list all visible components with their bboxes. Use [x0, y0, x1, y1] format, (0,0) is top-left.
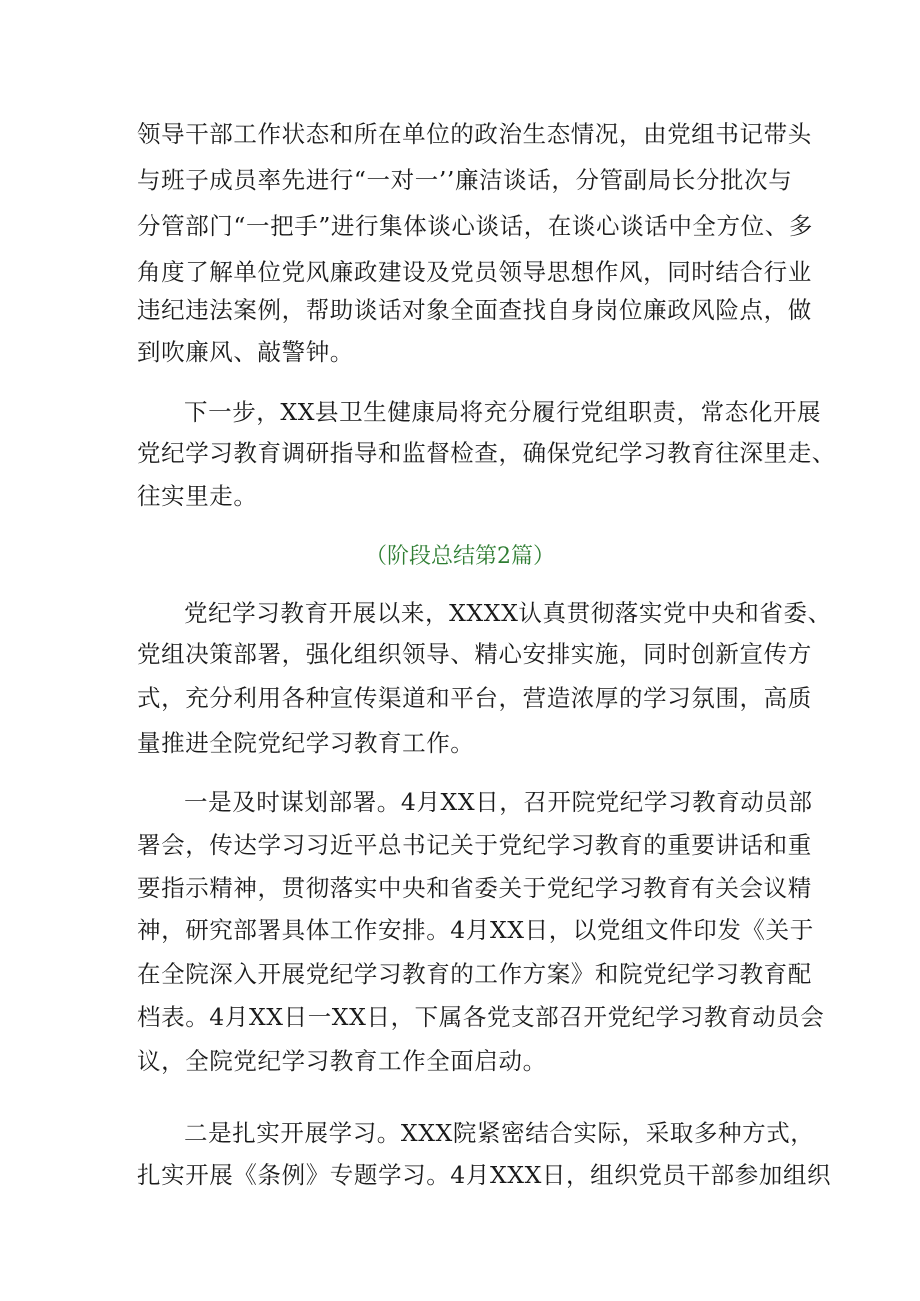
section-heading: （阶段总结第2篇）	[365, 544, 555, 569]
paragraph-line: 扎实开展《条例》专题学习。4月XXX日，组织党员干部参加组织	[137, 1161, 832, 1189]
paragraph-line: 到吹廉风、敲警钟。	[137, 338, 354, 366]
paragraph-line: 违纪违法案例，帮助谈话对象全面查找自身岗位廉政风险点，做	[137, 296, 812, 324]
paragraph-line: 下一步，XX县卫生健康局将充分履行党组职责，常态化开展	[184, 398, 822, 426]
paragraph-line: 要指示精神，贯彻落实中央和省委关于党纪学习教育有关会议精	[137, 874, 812, 902]
paragraph-line: 一是及时谋划部署。4月XX日，召开院党纪学习教育动员部	[184, 788, 813, 816]
paragraph-line: 领导干部工作状态和所在单位的政治生态情况，由党组书记带头	[137, 120, 812, 148]
paragraph-line: 角度了解单位党风廉政建设及党员领导思想作风，同时结合行业	[137, 258, 812, 286]
paragraph-line: 二是扎实开展学习。XXX院紧密结合实际，采取多种方式，	[184, 1119, 815, 1147]
paragraph-line: 在全院深入开展党纪学习教育的工作方案》和院党纪学习教育配	[137, 960, 812, 988]
paragraph-line: 分管部门“一把手”进行集体谈心谈话，在谈心谈话中全方位、多	[137, 212, 813, 240]
paragraph-line: 署会，传达学习习近平总书记关于党纪学习教育的重要讲话和重	[137, 831, 812, 859]
paragraph-line: 党组决策部署，强化组织领导、精心安排实施，同时创新宣传方	[137, 640, 812, 668]
paragraph-line: 往实里走。	[137, 482, 258, 510]
paragraph-line: 量推进全院党纪学习教育工作。	[137, 729, 475, 757]
paragraph-line: 与班子成员率先进行“一对一’’廉洁谈话，分管副局长分批次与	[137, 166, 793, 194]
paragraph-line: 神，研究部署具体工作安排。4月XX日，以党组文件印发《关于	[137, 916, 814, 944]
paragraph-line: 党纪学习教育开展以来，XXXX认真贯彻落实党中央和省委、	[184, 599, 832, 627]
paragraph-line: 党纪学习教育调研指导和监督检查，确保党纪学习教育往深里走、	[137, 439, 836, 467]
paragraph-line: 档表。4月XX日一XX日，下属各党支部召开党纪学习教育动员会	[137, 1003, 825, 1031]
paragraph-line: 式，充分利用各种宣传渠道和平台，营造浓厚的学习氛围，高质	[137, 684, 812, 712]
paragraph-line: 议，全院党纪学习教育工作全面启动。	[137, 1047, 547, 1075]
